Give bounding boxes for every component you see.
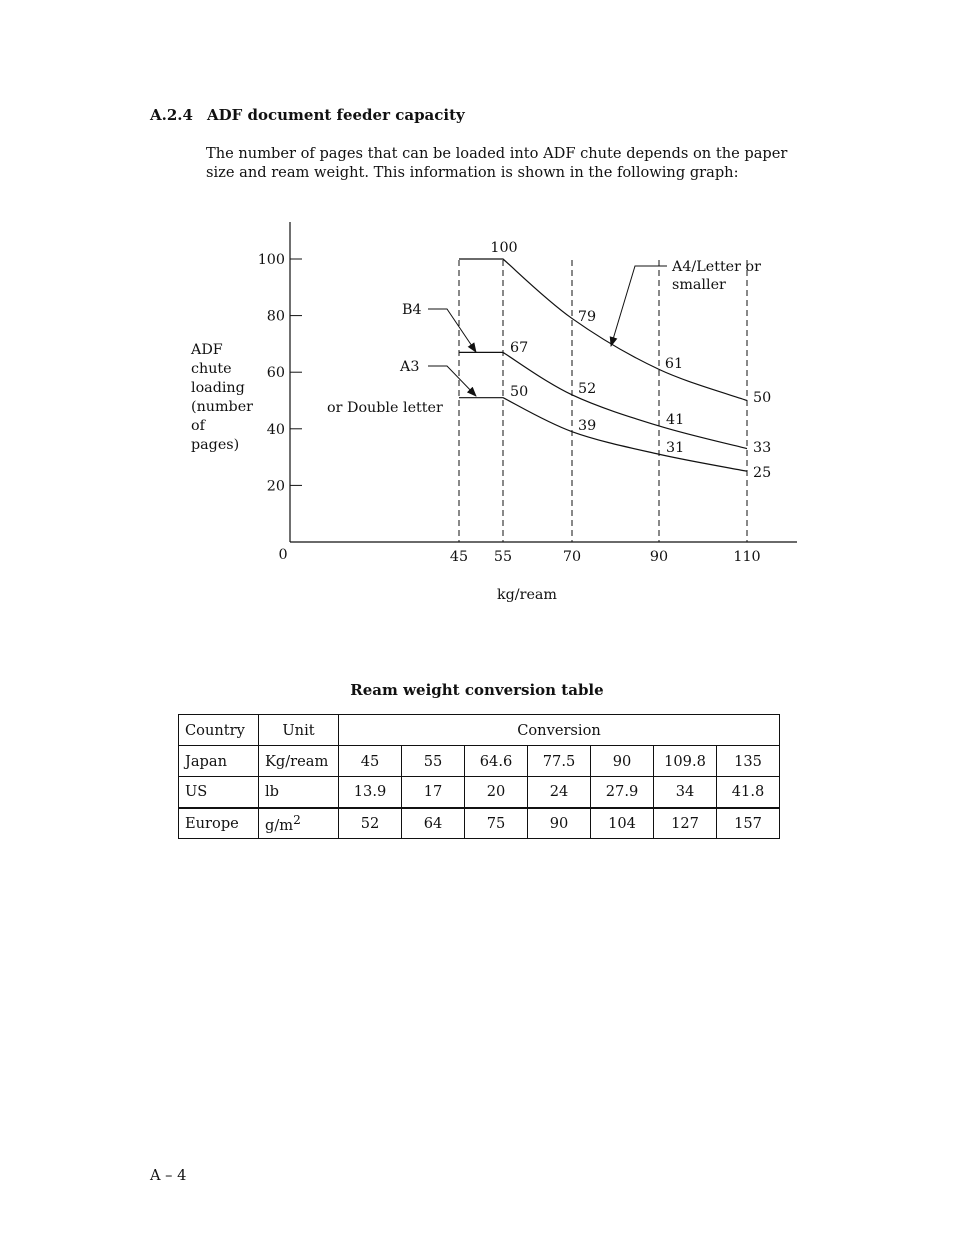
x-tick-label: 90 [649, 549, 669, 565]
row-country: US [179, 777, 259, 808]
data-label: 100 [490, 240, 518, 256]
table-row [179, 808, 780, 839]
table-cell: 64 [402, 808, 465, 839]
table-cell: 17 [402, 777, 465, 808]
x-axis-label: kg/ream [496, 587, 558, 603]
table-cell: 104 [591, 808, 654, 839]
y-axis-label-line: of [191, 418, 205, 434]
header-conversion: Conversion [339, 715, 780, 746]
data-label: 50 [510, 384, 529, 400]
table-title: Ream weight conversion table [350, 681, 604, 699]
data-label: 41 [666, 412, 685, 428]
series-label: A3 [400, 359, 420, 375]
row-unit: Kg/ream [259, 746, 339, 777]
series-label: smaller [672, 277, 726, 293]
data-label: 67 [510, 340, 529, 356]
y-axis-label-line: ADF [191, 342, 223, 358]
data-label: 61 [664, 356, 684, 372]
data-label: 52 [578, 381, 597, 397]
table-cell: 75 [465, 808, 528, 839]
row-unit [259, 808, 339, 839]
table-cell: 64.6 [465, 746, 528, 777]
origin-label: 0 [278, 547, 288, 563]
data-label: 33 [753, 440, 772, 456]
table-cell: 109.8 [654, 746, 717, 777]
table-cell: 34 [654, 777, 717, 808]
series-line [459, 398, 747, 472]
adf-capacity-chart [0, 200, 954, 620]
unit-superscript: 2 [293, 812, 301, 827]
data-label: 39 [578, 418, 597, 434]
row-country: Japan [179, 746, 259, 777]
section-number: A.2.4 [150, 106, 193, 124]
callout-arrow [428, 366, 476, 396]
intro-paragraph: The number of pages that can be loaded into ADF chute depends on the paper size and ream weight. This information is shown in the following graph: [206, 145, 788, 181]
table-cell: 90 [528, 808, 591, 839]
y-tick-label: 100 [257, 252, 285, 268]
x-tick-label: 55 [493, 549, 513, 565]
header-country: Country [179, 715, 259, 746]
y-axis-label-line: loading [191, 380, 245, 396]
ream-weight-table [178, 714, 780, 839]
data-label: 31 [666, 440, 685, 456]
series-label: A4/Letter or [672, 259, 761, 275]
row-unit: lb [259, 777, 339, 808]
y-tick-label: 60 [266, 365, 285, 382]
data-label: 25 [753, 465, 772, 481]
data-label: 79 [577, 309, 597, 325]
table-cell: 52 [339, 808, 402, 839]
table-cell: 157 [717, 808, 780, 839]
x-tick-label: 45 [449, 549, 469, 565]
x-tick-label: 110 [733, 549, 761, 565]
table-cell: 24 [528, 777, 591, 808]
row-country: Europe [179, 808, 259, 839]
section-title: ADF document feeder capacity [207, 106, 465, 124]
header-unit: Unit [259, 715, 339, 746]
callout-arrow [428, 309, 476, 352]
table-cell: 41.8 [717, 777, 780, 808]
table-row [179, 746, 780, 777]
table-cell: 77.5 [528, 746, 591, 777]
table-cell: 13.9 [339, 777, 402, 808]
x-tick-label: 70 [562, 549, 582, 565]
y-axis-label-line: chute [191, 361, 232, 377]
table-cell: 127 [654, 808, 717, 839]
y-tick-label: 40 [266, 421, 285, 438]
series-line [459, 352, 747, 448]
table-header-row [179, 715, 780, 746]
table-cell: 135 [717, 746, 780, 777]
y-axis-label-line: pages) [191, 437, 240, 453]
table-cell: 90 [591, 746, 654, 777]
table-cell: 55 [402, 746, 465, 777]
y-tick-label: 80 [266, 308, 285, 325]
series-label: B4 [402, 302, 422, 318]
data-label: 50 [753, 390, 772, 406]
y-axis-label-line: (number [191, 399, 253, 415]
table-cell: 27.9 [591, 777, 654, 808]
y-tick-label: 20 [266, 478, 285, 495]
unit-text: g/m [265, 816, 294, 834]
series-label: or Double letter [327, 400, 443, 416]
table-cell: 45 [339, 746, 402, 777]
page-number: A – 4 [150, 1167, 187, 1184]
table-cell: 20 [465, 777, 528, 808]
table-row [179, 777, 780, 808]
